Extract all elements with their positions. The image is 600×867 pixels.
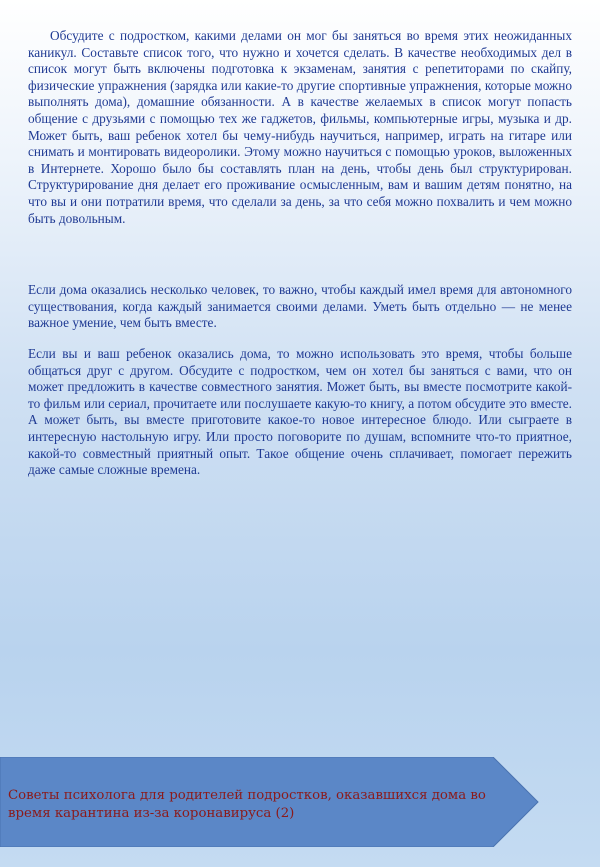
paragraph-activities: Обсудите с подростком, какими делами он мог бы заняться во время этих неожиданных каникул. Составьте список того, что нужно и хочется сделать. В качестве необходимых дел в список могут быть включены подготовка к экзаменам, занятия с репетиторами по скайпу, физические упражнения (зарядка или какие-то другие спортивные упражнения, которые можно выполнять дома), домашние обязанности. А в качестве желаемых в список могут попасть общение с друзьями с помощью тех же гаджетов, фильмы, компьютерные игры, музыка и др. Может быть, ваш ребенок хотел бы чему-нибудь научиться, например, играть на гитаре или снимать и монтировать видеоролики. Этому можно научиться с помощью уроков, выложенных в Интернете. Хорошо было бы составлять план на день, чтобы день был структурирован. Структурирование дня делает его проживание осмысленным, вам и вашим детям понятно, на что вы и они потратили время, что сделали за день, за что себя можно похвалить и чем можно быть довольным. xyxy=(28,28,572,226)
banner-title: Советы психолога для родителей подростков, оказавшихся дома во время карантина из-за коронавируса (2) xyxy=(8,788,486,821)
paragraph-autonomy: Если дома оказались несколько человек, то важно, чтобы каждый имел время для автономного существования, когда каждый занимается своими делами. Уметь быть отдельно — не менее важное умение, чем быть вместе. xyxy=(28,282,572,331)
title-banner xyxy=(0,757,540,847)
paragraph-together: Если вы и ваш ребенок оказались дома, то можно использовать это время, чтобы больше общаться друг с другом. Обсудите с подростком, чем он хотел бы заняться с вами, что он может предложить в качестве совместного занятия. Может быть, вы вместе посмотрите какой-то фильм или сериал, прочитаете или послушаете какую-то книгу, а потом обсудите это вместе. А может быть, вы вместе приготовите какое-то новое интересное блюдо. Или сыграете в интересную настольную игру. Или просто поговорите по душам, вспомните что-то приятное, какой-то совместный приятный опыт. Такое общение очень сплачивает, помогает пережить даже самые сложные времена. xyxy=(28,346,572,478)
